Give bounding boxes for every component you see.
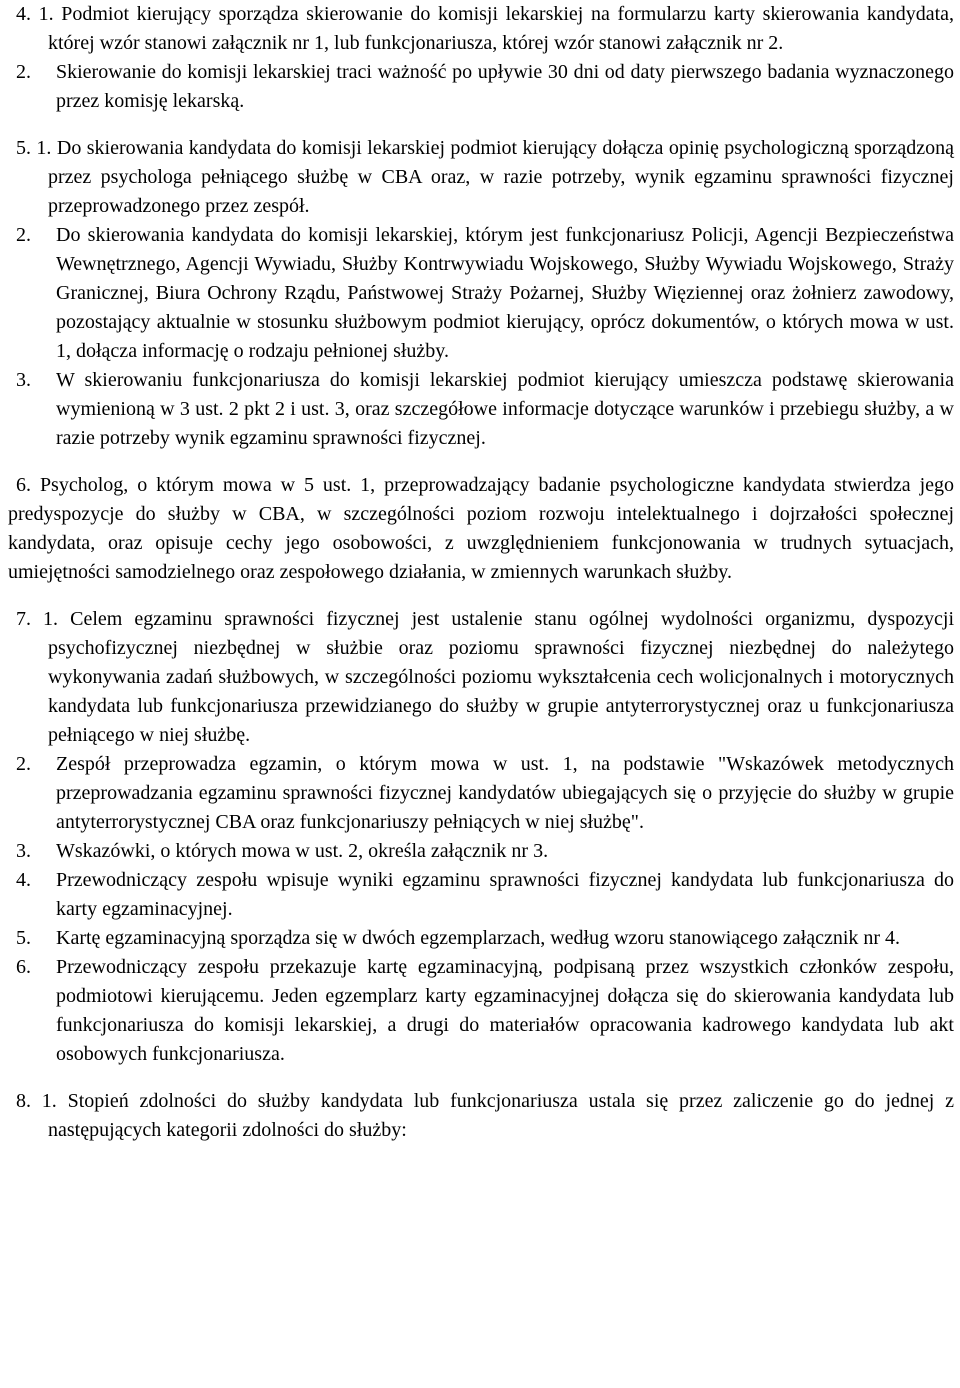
paragraph-5-1 xyxy=(8,134,954,221)
paragraph-number: 2. xyxy=(16,224,31,246)
paragraph-7-1 xyxy=(8,605,954,750)
paragraph-7-2 xyxy=(16,750,954,837)
paragraph-7-3 xyxy=(16,837,954,866)
paragraph-5-2 xyxy=(16,221,954,366)
paragraph-number: 4. xyxy=(16,869,31,891)
paragraph-text: Kartę egzaminacyjną sporządza się w dwóch egzemplarzach, według wzoru stanowiącego załącznik nr 4. xyxy=(56,927,901,949)
paragraph-text: Wskazówki, o których mowa w ust. 2, określa załącznik nr 3. xyxy=(56,840,549,862)
paragraph-text: Psycholog, o którym mowa w 5 ust. 1, przeprowadzający badanie psychologiczne kandydata stwierdza jego predyspozycje do służby w CBA, w szczególności poziom rozwoju intelektualnego i dojrzałości społecznej kandydata, oraz opisuje cechy jego osobowości, z uwzględnieniem funkcjonowania w trudnych sytuacjach, umiejętności samodzielnego oraz zespołowego działania, w zmiennych warunkach służby. xyxy=(8,474,955,583)
paragraph-8-1 xyxy=(8,1087,954,1145)
section-7 xyxy=(8,605,954,1069)
section-8 xyxy=(8,1087,954,1145)
section-6 xyxy=(8,471,954,587)
paragraph-4-1 xyxy=(8,0,954,58)
paragraph-number: 4. 1. xyxy=(16,3,54,25)
paragraph-number: 3. xyxy=(16,840,31,862)
paragraph-text: Zespół przeprowadza egzamin, o którym mowa w ust. 1, na podstawie "Wskazówek metodycznych przeprowadzania egzaminu sprawności fizycznej kandydatów ubiegających się o przyjęcie do służby w grupie antyterrorystycznej CBA oraz funkcjonariuszy pełniących w niej służbę". xyxy=(56,753,954,833)
paragraph-7-5 xyxy=(16,924,954,953)
paragraph-text: Celem egzaminu sprawności fizycznej jest ustalenie stanu ogólnej wydolności organizmu, dyspozycji psychofizycznej niezbędnej w służbie oraz poziomu sprawności fizycznej niezbędnej do należytego wykonywania zadań służbowych, w szczególności poziomu wykształcenia cech wolicjonalnych i motorycznych kandydata lub funkcjonariusza przewidzianego do służby w grupie antyterrorystycznej oraz u funkcjonariusza pełniącego w niej służbę. xyxy=(48,608,955,746)
paragraph-text: Przewodniczący zespołu wpisuje wyniki egzaminu sprawności fizycznej kandydata lub funkcjonariusza do karty egzaminacyjnej. xyxy=(56,869,954,920)
spacer xyxy=(8,453,954,471)
paragraph-7-6 xyxy=(16,953,954,1069)
paragraph-text: Do skierowania kandydata do komisji lekarskiej, którym jest funkcjonariusz Policji, Agencji Bezpieczeństwa Wewnętrznego, Agencji Wywiadu, Służby Kontrwywiadu Wojskowego, Służby Wywiadu Wojskowego, Straży Granicznej, Biura Ochrony Rządu, Państwowej Straży Pożarnej, Służby Więziennej oraz żołnierz zawodowy, pozostający aktualnie w stosunku służbowym podmiot kierujący, oprócz dokumentów, o których mowa w ust. 1, dołącza informację o rodzaju pełnionej służby. xyxy=(56,224,954,362)
paragraph-number: 7. 1. xyxy=(16,608,59,630)
spacer xyxy=(8,116,954,134)
paragraph-number: 5. xyxy=(16,927,31,949)
spacer xyxy=(8,587,954,605)
section-4 xyxy=(8,0,954,116)
paragraph-text: Przewodniczący zespołu przekazuje kartę egzaminacyjną, podpisaną przez wszystkich członków zespołu, podmiotowi kierującemu. Jeden egzemplarz karty egzaminacyjnej dołącza się do skierowania kandydata lub funkcjonariusza do komisji lekarskiej, a drugi do materiałów opracowania kadrowego kandydata lub akt osobowych funkcjonariusza. xyxy=(56,956,954,1065)
paragraph-number: 8. 1. xyxy=(16,1090,57,1112)
paragraph-5-3 xyxy=(16,366,954,453)
spacer xyxy=(8,1069,954,1087)
paragraph-number: 2. xyxy=(16,753,31,775)
paragraph-number: 6. xyxy=(16,956,31,978)
paragraph-7-4 xyxy=(16,866,954,924)
paragraph-number: 2. xyxy=(16,61,31,83)
section-5 xyxy=(8,134,954,453)
paragraph-number: 5. 1. xyxy=(16,137,52,159)
paragraph-text: Stopień zdolności do służby kandydata lub funkcjonariusza ustala się przez zaliczenie go do jednej z następujących kategorii zdolności do służby: xyxy=(48,1090,954,1141)
paragraph-text: Do skierowania kandydata do komisji lekarskiej podmiot kierujący dołącza opinię psychologiczną sporządzoną przez psychologa pełniącego służbę w CBA oraz, w razie potrzeby, wynik egzaminu sprawności fizycznej przeprowadzonego przez zespół. xyxy=(48,137,955,217)
paragraph-text: Skierowanie do komisji lekarskiej traci ważność po upływie 30 dni od daty pierwszego badania wyznaczonego przez komisję lekarską. xyxy=(56,61,954,112)
paragraph-text: Podmiot kierujący sporządza skierowanie do komisji lekarskiej na formularzu karty skierowania kandydata, której wzór stanowi załącznik nr 1, lub funkcjonariusza, której wzór stanowi załącznik nr 2. xyxy=(48,3,955,54)
paragraph-text: W skierowaniu funkcjonariusza do komisji lekarskiej podmiot kierujący umieszcza podstawę skierowania wymienioną w 3 ust. 2 pkt 2 i ust. 3, oraz szczegółowe informacje dotyczące warunków i przebiegu służby, a w razie potrzeby wynik egzaminu sprawności fizycznej. xyxy=(56,369,954,449)
paragraph-number: 6. xyxy=(16,474,31,496)
paragraph-6 xyxy=(8,471,954,587)
paragraph-number: 3. xyxy=(16,369,31,391)
paragraph-4-2 xyxy=(16,58,954,116)
